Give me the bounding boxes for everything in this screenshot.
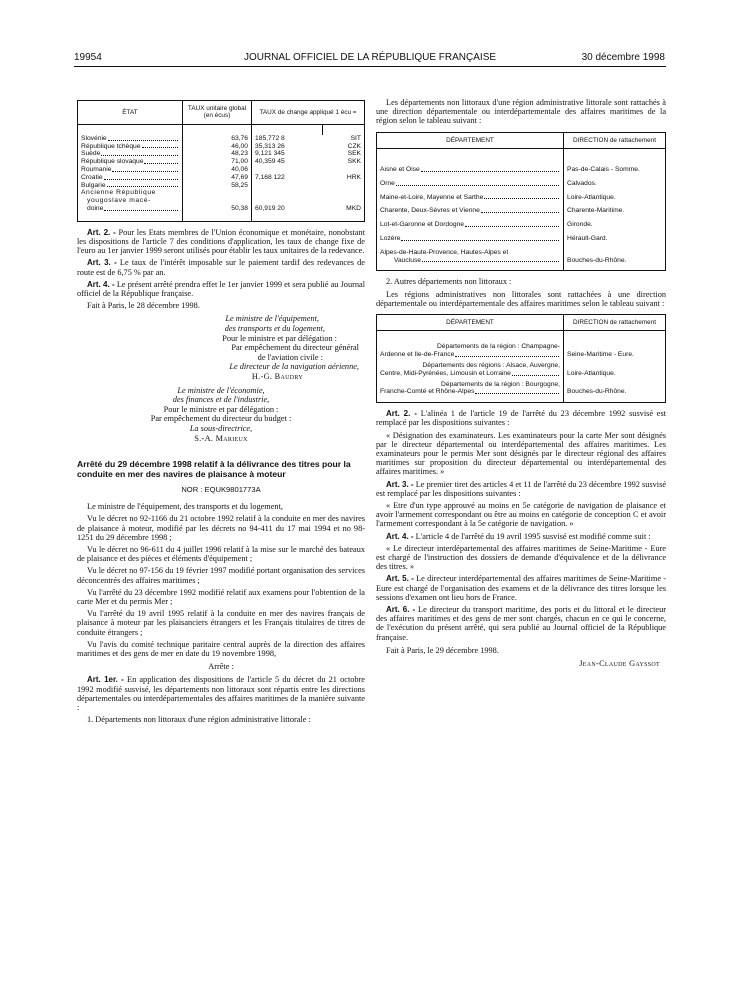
t1-row [377, 204, 666, 218]
t1-departement: Orne [380, 179, 395, 187]
t1-direction: Calvados. [567, 179, 597, 187]
rate-currency [323, 182, 365, 190]
t1-direction: Charente-Maritime. [567, 207, 625, 215]
right-intro: Les départements non littoraux d'une région administrative littorale sont rattachés à une direction départementale ou interdépartementale des affaires maritimes de la région selon le tableau suivant : [376, 98, 666, 126]
fait-line: Fait à Paris, le 28 décembre 1998. [87, 301, 200, 311]
t1-direction: Pas-de-Calais - Somme. [567, 166, 640, 174]
rate-unit: 50,38 [183, 189, 252, 221]
arrete-word: Arrête : [208, 662, 234, 672]
rate-currency: CZK [347, 142, 361, 150]
rate-row [78, 182, 365, 190]
col-taux-change: TAUX de change appliqué 1 écu = [252, 101, 365, 125]
t1-direction: Gironde. [567, 221, 593, 229]
rate-unit: 63,76 [183, 135, 252, 143]
t2-col-departement: DÉPARTEMENT [377, 315, 564, 331]
rate-unit: 47,69 [183, 174, 252, 182]
t2-col-direction: DIRECTION de rattachement [564, 315, 666, 331]
page-header [70, 52, 670, 66]
r-art3-quote: « Etre d'un type approuvé au moins en 5e catégorie de navigation de plaisance et avoir l'armement correspondant ou être au moins en catégorie de conception C et avoir l'armement correspondant à la 5e catégorie de navigation. » [376, 501, 666, 529]
nor-reference: NOR : EQUK9801773A [181, 485, 261, 495]
r-art2-paragraph: Art. 2. - L'alinéa 1 de l'article 19 de l'arrêté du 23 décembre 1992 susvisé est remplacé par les dispositions suivantes : [376, 409, 667, 428]
rate-row [78, 150, 365, 158]
t1-col-direction: DIRECTION de rattachement [564, 132, 666, 148]
visa-3: Vu le décret no 97-156 du 19 février 1997 modifié portant organisation des services déconcentrés des affaires maritimes ; [77, 566, 365, 585]
r-art5-paragraph: Art. 5. - Le directeur interdépartemental des affaires maritimes de Seine-Maritime - Eure est chargé de l'organisation des examens et de la délivrance des titres lorsque les sessions d'examen ont lieu hors de France. [376, 574, 666, 602]
art4-paragraph: Art. 4. - Le présent arrêté prendra effet le 1er janvier 1999 et sera publié au Journal officiel de la République française. [77, 279, 365, 298]
journal-title: JOURNAL OFFICIEL DE LA RÉPUBLIQUE FRANÇAISE [243, 52, 497, 63]
rate-change: 7,168 122 [255, 173, 285, 181]
visa-1: Vu le décret no 92-1166 du 21 octobre 1992 relatif à la conduite en mer des navires de plaisance à moteur, modifié par les décrets no 94-411 du 17 mai 1994 et no 98-1251 du 29 décembre 1998 ; [77, 514, 365, 542]
rattachement-table-1 [376, 132, 666, 272]
rate-currency: SEK [347, 150, 361, 158]
visa-4: Vu l'arrêté du 23 décembre 1992 modifié relatif aux examens pour l'obtention de la carte Mer et du permis Mer ; [77, 587, 365, 606]
arrete-title: Arrêté du 29 décembre 1998 relatif à la délivrance des titres pour la conduite en mer des navires de plaisance à moteur [77, 459, 351, 480]
t1-departement: Lozère [380, 235, 401, 242]
t1-departement-l2: Vaucluse [394, 256, 422, 264]
rate-currency: SKK [347, 158, 361, 166]
rate-etat: Bulgarie [81, 181, 106, 189]
art3-paragraph: Art. 3. - Le taux de l'intérêt imposable sur le paiement tardif des redevances de route est de 6,75 % par an. [77, 258, 365, 277]
left-column [77, 96, 365, 727]
rate-currency: HRK [346, 173, 361, 181]
preamble-minister: Le ministre de l'équipement, des transports et du logement, [87, 502, 283, 512]
visa-2: Vu le décret no 96-611 du 4 juillet 1996 relatif à la mise sur le marché des bateaux de plaisance et des pièces et éléments d'équipement ; [77, 544, 365, 564]
t2-row-1: Départements de la région : Champagne- Ardenne et Ile-de-France Seine-Maritime - Eure. [377, 343, 666, 362]
t1-direction: Loire-Atlantique. [567, 193, 616, 201]
rate-change: 40,359 45 [255, 158, 285, 166]
art2-paragraph: Art. 2. - Pour les Etats membres de l'Union économique et monétaire, nonobstant les dispositions de l'article 7 des conditions d'application, les taux de change fixe de l'euro au 1er janvier 1999 seront utilisés pour établir les taux unitaires de la redevance. [77, 227, 365, 256]
rate-change: 9,121 345 [255, 150, 285, 158]
rate-row [78, 143, 365, 151]
r-fait-line: Fait à Paris, le 29 décembre 1998. [386, 645, 499, 655]
r-art4-quote: « Le directeur interdépartemental des affaires maritimes de Seine-Maritime - Eure est chargé de l'instruction des dossiers de demande d'équivalence et de la délivrance des titres. » [376, 543, 666, 572]
rate-etat: République tchèque [81, 142, 141, 150]
col-etat: ÉTAT [78, 101, 183, 125]
rate-row-last [78, 189, 365, 221]
rate-currency: SIT [350, 134, 361, 142]
t1-col-departement: DÉPARTEMENT [377, 132, 564, 148]
rate-row [78, 158, 365, 166]
t2-row-3: Départements de la région : Bourgogne, Franche-Comté et Rhône-Alpes Bouches-du-Rhône. [377, 381, 666, 403]
col-taux-unitaire: TAUX unitaire global (en écus) [183, 101, 252, 125]
t1-row [377, 163, 666, 177]
rate-unit: 71,00 [183, 158, 252, 166]
rate-etat: République slovaque [81, 158, 144, 166]
t1-direction: Bouches-du-Rhône. [567, 256, 627, 264]
header-rule [74, 66, 666, 67]
t1-departement: Lot-et-Garonne et Dordogne [380, 221, 465, 229]
rate-table [77, 100, 365, 222]
rate-etat-l1: Ancienne République [81, 189, 156, 197]
signature-block-1: Le ministre de l'équipement, des transports et du logement, Pour le ministre et par délégation : Par empêchement du directeur général de l'aviation civile : Le directeur de la navigation aérienne, H.-G. Baudry [222, 314, 359, 381]
rate-etat: Croatie [81, 173, 103, 181]
littoral-heading: 1. Départements non littoraux d'une région administrative littorale : [87, 715, 311, 725]
rate-etat-l2: yougoslave macé- [87, 197, 151, 205]
r-art3-paragraph: Art. 3. - Le premier tiret des articles 4 et 11 de l'arrêté du 23 décembre 1992 susvisé est remplacé par les dispositions suivantes : [376, 479, 667, 498]
rate-change: 60,919 20 [255, 204, 285, 212]
r-art2-quote: « Désignation des examinateurs. Les examinateurs pour la carte Mer sont désignés par le directeur départemental ou interdépartemental des affaires maritimes. Les examinateurs pour le permis Mer sont désignés par le directeur régional des affaires maritimes sur proposition du directeur départemental ou interdépartemental des affaires maritimes. » [376, 430, 666, 477]
t1-departement: Aisne et Oise [380, 166, 420, 174]
t1-direction: Hérault-Gard. [567, 235, 608, 242]
t1-row-last [377, 246, 666, 271]
rate-etat-l3: doine [87, 204, 104, 212]
page-number: 19954 [74, 52, 102, 63]
t1-row [377, 232, 666, 246]
rate-unit: 48,23 [183, 150, 252, 158]
art1-paragraph: Art. 1er. - En application des dispositions de l'article 5 du décret du 21 octobre 1992 modifié susvisé, les départements non littoraux sont répartis entre les directions départementales ou interdépartementales des affaires maritimes de la manière suivante : [77, 675, 365, 712]
r-art4-paragraph: Art. 4. - L'article 4 de l'arrêté du 19 avril 1995 susvisé est modifié comme suit : [386, 531, 651, 541]
rate-change [252, 182, 323, 190]
rate-unit: 40,06 [183, 166, 252, 174]
other-departments-heading: 2. Autres départements non littoraux : [386, 277, 512, 287]
rate-change: 185,772 8 [255, 134, 285, 142]
other-departments-text: Les régions administratives non littorales sont rattachées à une direction départementale ou interdépartementale des affaires maritimes selon le tableau suivant : [376, 289, 666, 308]
rate-change [252, 166, 323, 174]
rate-currency [323, 166, 365, 174]
t1-row [377, 218, 666, 232]
right-column [376, 98, 666, 671]
r-signature: Jean-Claude Gayssot [579, 659, 660, 669]
rate-row [78, 174, 365, 182]
rate-row [78, 166, 365, 174]
signature-block-2: Le ministre de l'économie, des finances et de l'industrie, Pour le ministre et par délégation : Par empêchement du directeur du budget : La sous-directrice, S.-A. Marieux [150, 385, 292, 443]
rate-currency: MKD [346, 204, 361, 212]
t1-departement-l1: Alpes-de-Haute-Provence, Hautes-Alpes et [380, 248, 509, 256]
visa-5: Vu l'arrêté du 19 avril 1995 relatif à la conduite en mer des navires français de plaisance à moteur par les plaisanciers étrangers et les Français titulaires de titres de conduite étrangers ; [77, 609, 365, 637]
t1-departement: Maine-et-Loire, Mayenne et Sarthe [380, 193, 484, 201]
rattachement-table-2 [376, 314, 666, 403]
rate-change: 35,313 26 [255, 142, 285, 150]
visa-6: Vu l'avis du comité technique paritaire central auprès de la direction des affaires maritimes et des gens de mer en date du 19 novembre 1998, [77, 639, 365, 658]
issue-date: 30 décembre 1998 [581, 52, 665, 63]
rate-unit: 46,00 [183, 143, 252, 151]
rate-etat: Slovénie [81, 134, 107, 142]
rate-row [78, 135, 365, 143]
t1-row [377, 177, 666, 191]
t1-departement: Charente, Deux-Sèvres et Vienne [380, 207, 480, 215]
rate-etat: Suède [81, 150, 101, 158]
r-art6-paragraph: Art. 6. - Le directeur du transport maritime, des ports et du littoral et le directeur des affaires maritimes et des gens de mer sont chargés, chacun en ce qui le concerne, de l'exécution du présent arrêté, qui sera publié au Journal officiel de la République française. [376, 605, 667, 642]
rate-unit: 58,25 [183, 182, 252, 190]
t1-row [377, 191, 666, 205]
t2-row-2: Départements des régions : Alsace, Auvergne, Centre, Midi-Pyrénées, Limousin et Lorraine Loire-Atlantique. [377, 362, 666, 381]
rate-etat: Roumanie [81, 166, 112, 173]
